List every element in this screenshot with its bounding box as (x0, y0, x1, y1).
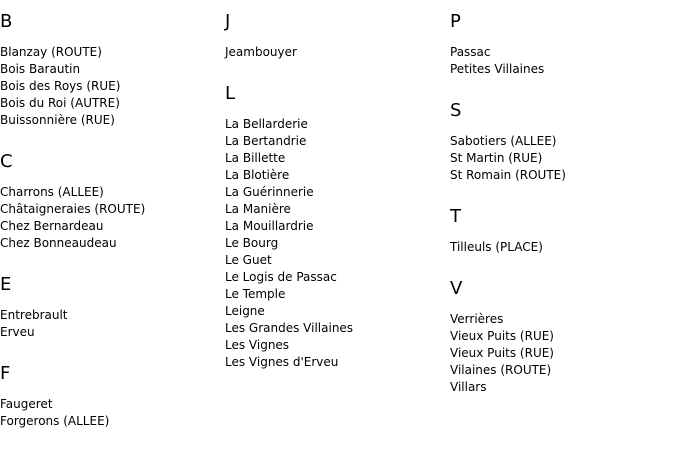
letter-group-t (450, 205, 670, 256)
street-link[interactable]: Les Grandes Villaines (225, 321, 354, 335)
street-link[interactable]: Passac (450, 45, 491, 59)
letter-heading: J (225, 11, 231, 32)
street-link[interactable]: Chez Bernardeau (0, 219, 104, 233)
street-link[interactable]: Chez Bonneaudeau (0, 236, 117, 250)
street-link[interactable]: Vieux Puits (RUE) (450, 329, 554, 343)
street-link[interactable]: Petites Villaines (450, 62, 545, 76)
street-link[interactable]: Sabotiers (ALLEE) (450, 134, 557, 148)
street-link[interactable]: Vilaines (ROUTE) (450, 363, 552, 377)
letter-heading: L (225, 83, 236, 104)
street-link[interactable]: Vieux Puits (RUE) (450, 346, 554, 360)
street-link[interactable]: Bois Barautin (0, 62, 81, 76)
street-link[interactable]: Le Temple (225, 287, 286, 301)
street-link[interactable]: Tilleuls (PLACE) (450, 240, 543, 254)
street-link[interactable]: La Bertandrie (225, 134, 307, 148)
letter-heading: B (0, 11, 13, 32)
street-column-2 (225, 10, 445, 392)
street-link[interactable]: St Romain (ROUTE) (450, 168, 566, 182)
letter-heading: C (0, 151, 13, 172)
street-link[interactable]: Le Bourg (225, 236, 279, 250)
letter-group-v (450, 277, 670, 396)
street-link[interactable]: La Guérinnerie (225, 185, 314, 199)
street-link[interactable]: La Billette (225, 151, 286, 165)
street-link[interactable]: Le Guet (225, 253, 272, 267)
letter-heading: T (450, 206, 461, 227)
street-link[interactable]: Le Logis de Passac (225, 270, 337, 284)
street-link[interactable]: Les Vignes d'Erveu (225, 355, 339, 369)
street-link[interactable]: Bois du Roi (AUTRE) (0, 96, 120, 110)
letter-group-l (225, 82, 445, 371)
street-link[interactable]: Châtaigneraies (ROUTE) (0, 202, 146, 216)
letter-group-e (0, 273, 220, 341)
letter-heading: P (450, 11, 461, 32)
letter-group-s (450, 99, 670, 184)
street-link[interactable]: Les Vignes (225, 338, 290, 352)
street-link[interactable]: Bois des Roys (RUE) (0, 79, 121, 93)
letter-heading: F (0, 363, 11, 384)
letter-group-j (225, 10, 445, 61)
street-link[interactable]: Verrières (450, 312, 504, 326)
street-link[interactable]: Leigne (225, 304, 265, 318)
street-link[interactable]: Entrebrault (0, 308, 68, 322)
street-link[interactable]: La Mouillardrie (225, 219, 314, 233)
street-link[interactable]: La Blotière (225, 168, 290, 182)
street-column-1 (0, 10, 220, 451)
street-link[interactable]: Buissonnière (RUE) (0, 113, 115, 127)
street-link[interactable]: Jeambouyer (225, 45, 297, 59)
street-link[interactable]: La Manière (225, 202, 291, 216)
street-link[interactable]: Faugeret (0, 397, 53, 411)
street-link[interactable]: Charrons (ALLEE) (0, 185, 104, 199)
letter-group-c (0, 150, 220, 252)
street-link[interactable]: Villars (450, 380, 487, 394)
street-link[interactable]: La Bellarderie (225, 117, 308, 131)
street-link[interactable]: Blanzay (ROUTE) (0, 45, 102, 59)
letter-group-b (0, 10, 220, 129)
letter-heading: E (0, 274, 12, 295)
letter-group-f (0, 362, 220, 430)
street-column-3 (450, 10, 670, 417)
letter-heading: S (450, 100, 462, 121)
letter-heading: V (450, 278, 463, 299)
letter-group-p (450, 10, 670, 78)
street-link[interactable]: Erveu (0, 325, 35, 339)
street-link[interactable]: St Martin (RUE) (450, 151, 543, 165)
street-link[interactable]: Forgerons (ALLEE) (0, 414, 110, 428)
